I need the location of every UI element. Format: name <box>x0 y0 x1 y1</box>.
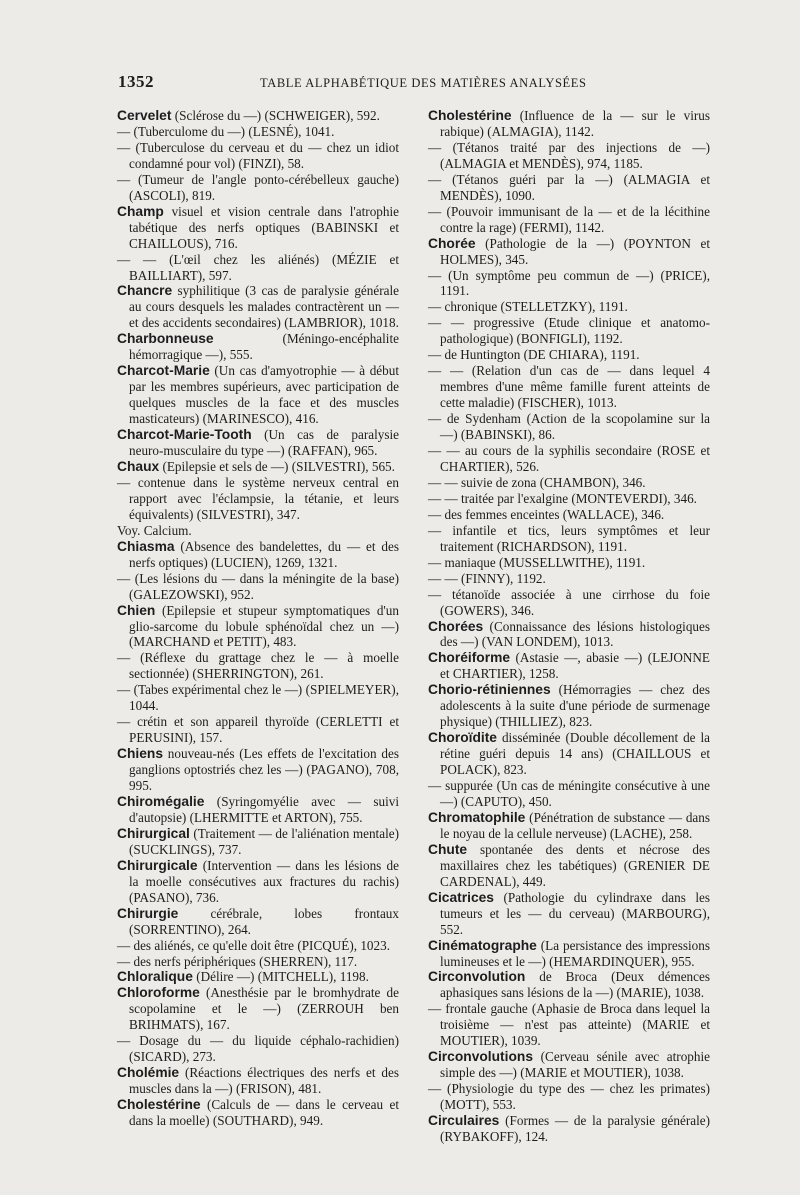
entry-text: — Dosage du — du liquide céphalo-rachidien) (SICARD), 273. <box>117 1033 399 1065</box>
entry-text: nouveau-nés (Les effets de l'excitation des ganglions optostriés chez les —) (PAGANO), 708, 995. <box>129 746 399 794</box>
entry-text: (Syringomyélie avec — suivi d'autopsie) (LHERMITTE et ARTON), 755. <box>129 793 399 825</box>
entry-text: — frontale gauche (Aphasie de Broca dans lequel la troisième — n'est pas atteinte) (MARIE et MOUTIER), 1039. <box>428 1001 710 1049</box>
entry-text: — — (L'œil chez les aliénés) (MÉZIE et BAILLIART), 597. <box>117 251 399 283</box>
entry-text: (Connaissance des lésions histologiques des —) (VAN LONDEM), 1013. <box>440 618 710 650</box>
entry-text: syphilitique (3 cas de paralysie générale au cours desquels les malades contractèrent un — et des accidents secondaires) (LAMBRIOR), 1018. <box>129 283 399 331</box>
entry-headword: Choréiforme <box>428 650 511 666</box>
entry-text: (Calculs de — dans le cerveau et dans la moelle) (SOUTHARD), 949. <box>129 1097 399 1129</box>
entry-text: — (Tétanos guéri par la —) (ALMAGIA et MENDÈS), 1090. <box>428 171 710 203</box>
entry-headword: Chien <box>117 602 156 618</box>
entry-text: — infantile et tics, leurs symptômes et leur traitement (RICHARDSON), 1191. <box>428 522 710 554</box>
entry-headword: Chiromégalie <box>117 793 205 809</box>
index-entry <box>117 124 399 140</box>
entry-text: (Epilepsie et stupeur symptomatiques d'un glio-sarcome du lobule sphénoïdal chez un —) (MARCHAND et PETIT), 483. <box>129 602 399 650</box>
entry-text: — crétin et son appareil thyroïde (CERLETTI et PERUSINI), 157. <box>117 714 399 746</box>
index-entry <box>117 475 399 523</box>
index-entry <box>117 571 399 603</box>
entry-text: — (Réflexe du grattage chez le — à moelle sectionnée) (SHERRINGTON), 261. <box>117 650 399 682</box>
entry-text: (Absence des bandelettes, du — et des nerfs optiques) (LUCIEN), 1269, 1321. <box>129 538 399 570</box>
index-entry <box>428 315 710 347</box>
entry-text: — (Tétanos traité par des injections de —) (ALMAGIA et MENDÈS), 974, 1185. <box>428 139 710 171</box>
right-column <box>428 108 710 1145</box>
index-entry <box>117 858 399 906</box>
entry-text: (Cerveau sénile avec atrophie simple des —) (MARIE et MOUTIER), 1038. <box>440 1049 710 1081</box>
entry-text: — (Tumeur de l'angle ponto-cérébelleux gauche) (ASCOLI), 819. <box>117 171 399 203</box>
index-entry <box>428 108 710 140</box>
entry-text: (Influence de la — sur le virus rabique) (ALMAGIA), 1142. <box>440 108 710 139</box>
entry-headword: Cholestérine <box>117 1097 201 1113</box>
index-entry <box>428 411 710 443</box>
index-entry <box>428 507 710 523</box>
entry-text: — contenue dans le système nerveux central en rapport avec l'éclampsie, la tétanie, et leurs équivalents) (SILVESTRI), 347. <box>117 474 399 522</box>
entry-text: (Un cas de paralysie neuro-musculaire du type —) (RAFFAN), 965. <box>129 427 399 459</box>
index-entry <box>117 108 399 124</box>
entry-headword: Charcot-Marie-Tooth <box>117 427 252 443</box>
entry-headword: Champ <box>117 203 164 219</box>
entry-text: — — au cours de la syphilis secondaire (ROSE et CHARTIER), 526. <box>428 443 710 474</box>
index-entry <box>117 714 399 746</box>
entry-headword: Chiens <box>117 746 163 762</box>
entry-text: (Hémorragies — chez des adolescents à la suite d'une période de surmenage physique) (THILLIEZ), 823. <box>440 682 710 730</box>
index-entry <box>117 985 399 1033</box>
entry-headword: Chaux <box>117 458 160 474</box>
entry-text: cérébrale, lobes frontaux (SORRENTINO), 264. <box>129 905 399 937</box>
index-entry <box>428 172 710 204</box>
index-entry <box>428 491 710 507</box>
entry-text: (Astasie —, abasie —) (LEJONNE et CHARTIER), 1258. <box>440 650 710 682</box>
entry-headword: Chloralique <box>117 969 193 985</box>
index-entry <box>428 268 710 300</box>
index-entry <box>428 140 710 172</box>
index-entry <box>428 1081 710 1113</box>
entry-text: (Anesthésie par le bromhydrate de scopolamine et le —) (ZERROUH ben BRIHMATS), 167. <box>129 985 399 1033</box>
entry-headword: Cicatrices <box>428 889 494 905</box>
index-entry <box>117 969 399 985</box>
index-entry <box>117 794 399 826</box>
entry-headword: Choroïdite <box>428 730 497 746</box>
entry-text: — (Tuberculome du —) (LESNÉ), 1041. <box>117 123 335 139</box>
index-entry <box>117 682 399 714</box>
entry-text: (Méningo-encéphalite hémorragique —), 555. <box>129 331 399 363</box>
index-entry <box>428 1001 710 1049</box>
index-entry <box>117 1065 399 1097</box>
entry-text: (Intervention — dans les lésions de la moelle consécutives aux fractures du rachis) (PASANO), 736. <box>129 857 399 905</box>
entry-headword: Cinématographe <box>428 937 537 953</box>
index-entry <box>428 475 710 491</box>
entry-text: (Traitement — de l'aliénation mentale) (SUCKLINGS), 737. <box>129 825 399 857</box>
index-entry <box>428 523 710 555</box>
index-entry <box>428 443 710 475</box>
entry-text: — de Sydenham (Action de la scopolamine sur la —) (BABINSKI), 86. <box>428 411 710 443</box>
index-entry <box>428 1113 710 1145</box>
entry-text: (Pathologie de la —) (POYNTON et HOLMES), 345. <box>440 235 710 267</box>
entry-text: — de Huntington (DE CHIARA), 1191. <box>428 347 640 363</box>
entry-headword: Chorio-rétiniennes <box>428 682 551 698</box>
index-entry <box>428 938 710 970</box>
entry-headword: Circulaires <box>428 1113 500 1129</box>
entry-text: — (Physiologie du type des — chez les primates) (MOTT), 553. <box>428 1081 710 1113</box>
entry-text: de Broca (Deux démences aphasiques sans lésions de la —) (MARIE), 1038. <box>440 969 710 1001</box>
index-entry <box>428 810 710 842</box>
entry-headword: Chiasma <box>117 538 175 554</box>
entry-headword: Cervelet <box>117 108 172 123</box>
index-entry <box>117 826 399 858</box>
index-entry <box>428 571 710 587</box>
index-entry <box>428 969 710 1001</box>
entry-headword: Charbonneuse <box>117 331 214 347</box>
index-entry <box>117 427 399 459</box>
index-entry <box>428 650 710 682</box>
entry-headword: Charcot-Marie <box>117 363 210 379</box>
page-number: 1352 <box>118 72 154 91</box>
entry-text: — des aliénés, ce qu'elle doit être (PICQUÉ), 1023. <box>117 937 391 953</box>
index-entry <box>428 299 710 315</box>
page-header <box>115 72 715 96</box>
entry-headword: Chloroforme <box>117 985 200 1001</box>
entry-text: spontanée des dents et nécrose des maxillaires chez les tabétiques) (GRENIER DE CARDENAL), 449. <box>440 841 710 889</box>
entry-text: — (Les lésions du — dans la méningite de la base) (GALEZOWSKI), 952. <box>117 570 399 602</box>
index-entry <box>117 523 399 539</box>
entry-text: Voy. Calcium. <box>117 522 192 538</box>
entry-headword: Chute <box>428 841 468 857</box>
running-title: TABLE ALPHABÉTIQUE DES MATIÈRES ANALYSÉES <box>260 76 587 90</box>
index-entry <box>428 730 710 778</box>
index-entry <box>117 539 399 571</box>
index-entry <box>117 650 399 682</box>
entry-text: — des nerfs périphériques (SHERREN), 117. <box>117 953 358 969</box>
entry-headword: Circonvolution <box>428 969 526 985</box>
index-entry <box>428 1049 710 1081</box>
index-entry <box>428 619 710 651</box>
entry-headword: Circonvolutions <box>428 1049 534 1065</box>
index-entry <box>117 1097 399 1129</box>
index-entry <box>428 682 710 730</box>
entry-text: — — suivie de zona (CHAMBON), 346. <box>428 474 646 490</box>
entry-text: (Pathologie du cylindraxe dans les tumeurs et les — du cerveau) (MARBOURG), 552. <box>440 889 710 937</box>
entry-text: — suppurée (Un cas de méningite consécutive à une —) (CAPUTO), 450. <box>428 778 710 809</box>
index-entry <box>428 587 710 619</box>
index-entry <box>428 778 710 810</box>
index-entry <box>117 204 399 252</box>
entry-text: — (Tuberculose du cerveau et du — chez un idiot condamné pour vol) (FINZI), 58. <box>117 139 399 171</box>
index-entry <box>428 363 710 411</box>
entry-text: — — (Relation d'un cas de — dans lequel 4 membres d'une même famille furent atteints de cette maladie) (FISCHER), 1013. <box>428 363 710 411</box>
index-entry <box>117 283 399 331</box>
entry-text: (Délire —) (MITCHELL), 1198. <box>192 969 369 985</box>
index-entry <box>428 347 710 363</box>
index-entry <box>428 555 710 571</box>
entry-text: — chronique (STELLETZKY), 1191. <box>428 299 628 315</box>
entry-headword: Chirurgicale <box>117 857 198 873</box>
index-entry <box>117 172 399 204</box>
entry-headword: Cholestérine <box>428 108 512 123</box>
entry-headword: Chromatophile <box>428 809 526 825</box>
index-entry <box>117 1033 399 1065</box>
entry-text: — (Tabes expérimental chez le —) (SPIELMEYER), 1044. <box>117 682 399 714</box>
index-entry <box>428 842 710 890</box>
index-entry <box>117 459 399 475</box>
index-entry <box>117 954 399 970</box>
entry-headword: Chirurgical <box>117 825 190 841</box>
entry-text: — maniaque (MUSSELLWITHE), 1191. <box>428 554 646 570</box>
entry-text: — — progressive (Etude clinique et anatomo-pathologique) (BONFIGLI), 1192. <box>428 315 710 347</box>
entry-headword: Chirurgie <box>117 905 179 921</box>
entry-text: disséminée (Double décollement de la rétine guéri depuis 14 ans) (CHAILLOUS et POLACK), 823. <box>440 730 710 778</box>
entry-text: — (Pouvoir immunisant de la — et de la lécithine contre la rage) (FERMI), 1142. <box>428 203 710 235</box>
entry-headword: Cholémie <box>117 1065 180 1081</box>
index-entry <box>117 746 399 794</box>
index-entry <box>428 236 710 268</box>
index-entry <box>117 363 399 427</box>
entry-text: — (Un symptôme peu commun de —) (PRICE), 1191. <box>428 267 710 299</box>
entry-headword: Chorée <box>428 235 476 251</box>
index-entry <box>428 890 710 938</box>
index-entry <box>428 204 710 236</box>
index-entry <box>117 603 399 651</box>
index-entry <box>117 140 399 172</box>
entry-text: (La persistance des impressions lumineuses et le —) (HEMARDINQUER), 955. <box>440 937 710 969</box>
index-entry <box>117 938 399 954</box>
entry-text: (Réactions électriques des nerfs et des muscles dans la —) (FRISON), 481. <box>129 1065 399 1097</box>
entry-text: (Pénétration de substance — dans le noyau de la cellule nerveuse) (LACHE), 258. <box>440 809 710 841</box>
entry-text: — des femmes enceintes (WALLACE), 346. <box>428 506 665 522</box>
entry-headword: Chorées <box>428 618 484 634</box>
index-entry <box>117 252 399 284</box>
entry-text: — — traitée par l'exalgine (MONTEVERDI), 346. <box>428 490 697 506</box>
entry-text: — tétanoïde associée à une cirrhose du foie (GOWERS), 346. <box>428 586 710 618</box>
entry-text: (Sclérose du —) (SCHWEIGER), 592. <box>171 108 380 123</box>
index-entry <box>117 331 399 363</box>
index-entry <box>117 906 399 938</box>
entry-text: (Un cas d'amyotrophie — à début par les membres supérieurs, avec participation de quelques muscles de la face et des muscles masticateurs) (MARINESCO), 416. <box>129 363 399 427</box>
entry-headword: Chancre <box>117 283 173 299</box>
entry-text: (Formes — de la paralysie générale) (RYBAKOFF), 124. <box>440 1113 710 1144</box>
left-column <box>117 108 399 1129</box>
entry-text: visuel et vision centrale dans l'atrophie tabétique des nerfs optiques (BABINSKI et CHAILLOUS), 716. <box>129 203 399 251</box>
entry-text: — — (FINNY), 1192. <box>428 570 546 586</box>
entry-text: (Epilepsie et sels de —) (SILVESTRI), 565. <box>159 458 395 474</box>
